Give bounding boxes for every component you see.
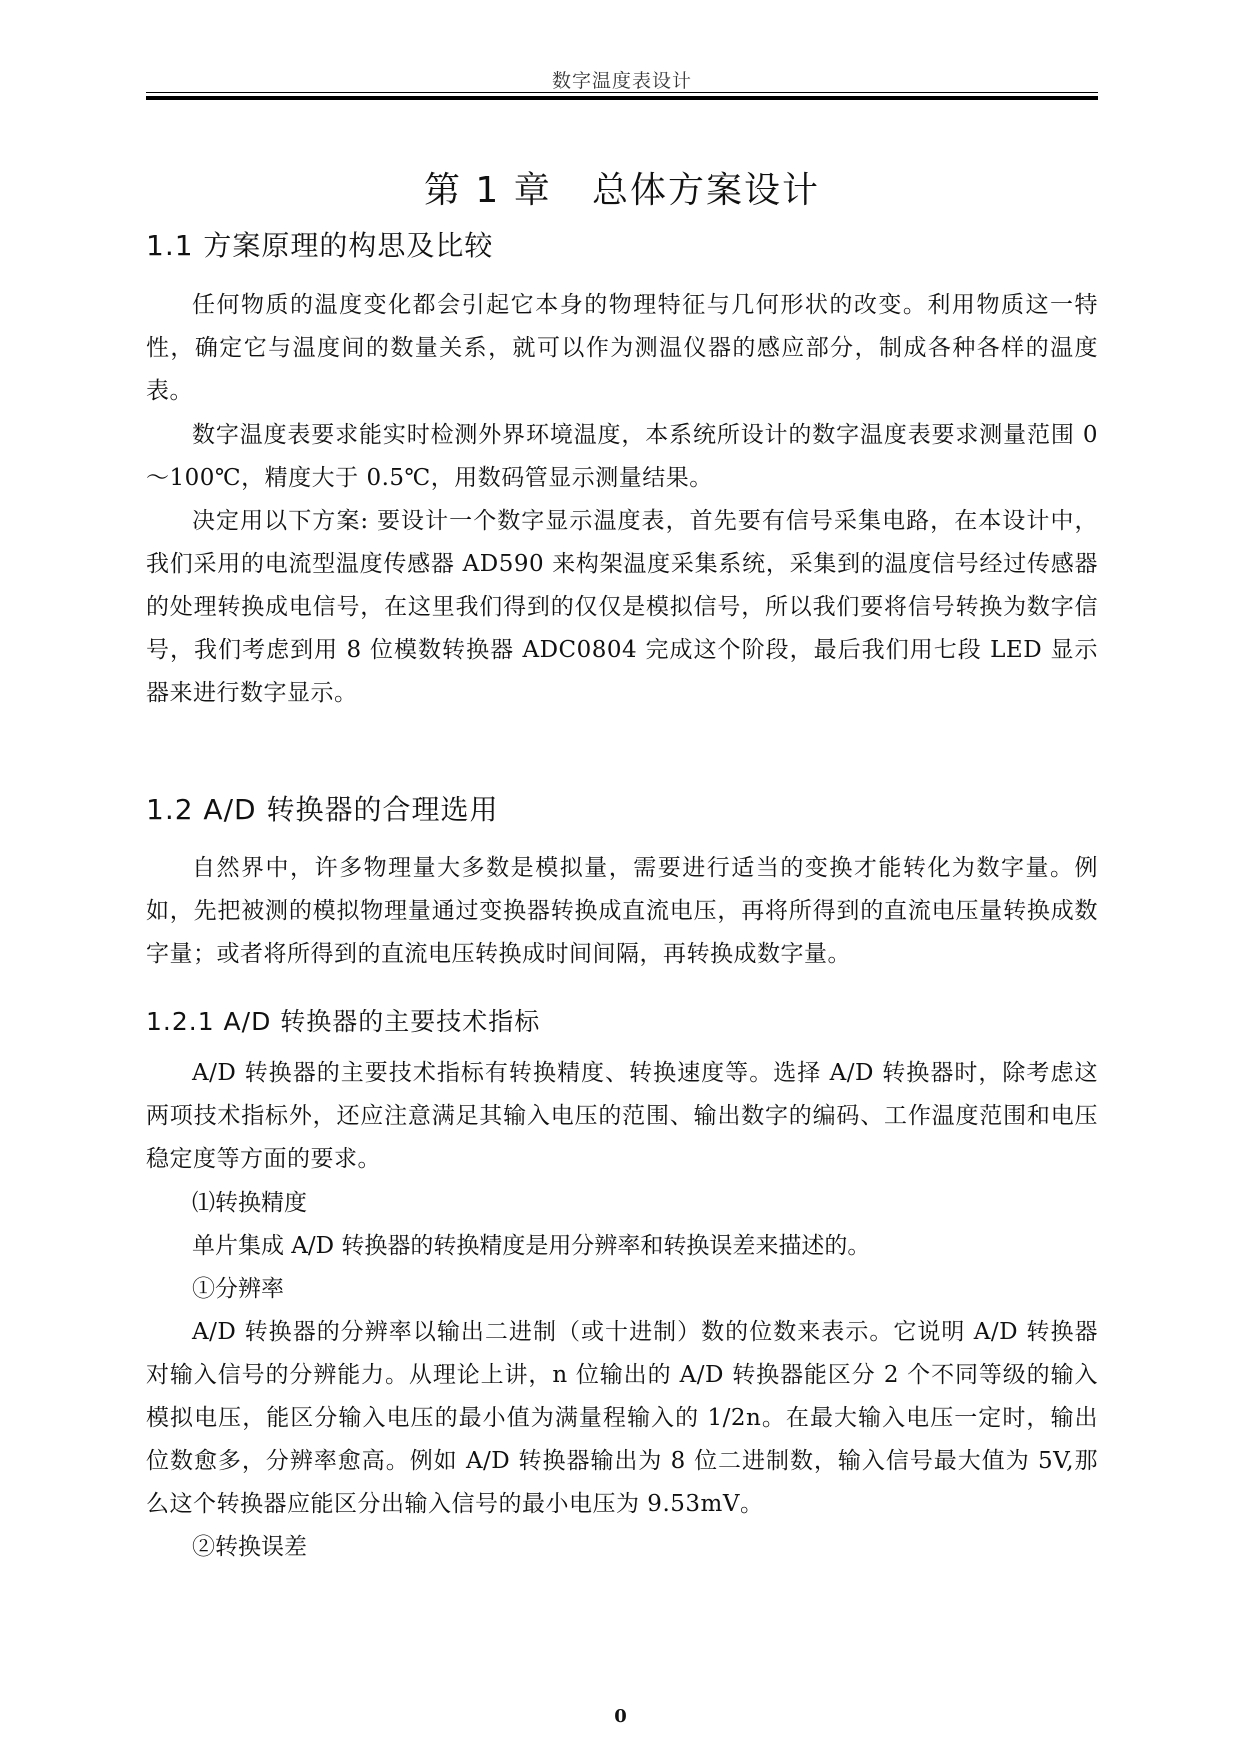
paragraph: 决定用以下方案: 要设计一个数字显示温度表，首先要有信号采集电路，在本设计中，我们采用的电流型温度传感器 AD590 来构架温度采集系统，采集到的温度信号经过传感器的处理转换成电信号，在这里我们得到的仅仅是模拟信号，所以我们要将信号转换为数字信号，我们考虑到用 8 位模数转换器 ADC0804 完成这个阶段，最后我们用七段 LED 显示器来进行数字显示。 (146, 508, 1098, 706)
page-number: 0 (614, 1706, 627, 1727)
running-header: 数字温度表设计 (551, 70, 692, 92)
chapter-title: 第 1 章 总体方案设计 (423, 170, 821, 211)
section-heading-1-2: 1.2 A/D 转换器的合理选用 (146, 793, 499, 826)
header-rule-thin (146, 92, 1098, 93)
list-item-heading: ⑴转换精度 (192, 1190, 307, 1216)
list-item-heading: ②转换误差 (192, 1534, 307, 1560)
paragraph: 数字温度表要求能实时检测外界环境温度，本系统所设计的数字温度表要求测量范围 0～100℃，精度大于 0.5℃，用数码管显示测量结果。 (146, 422, 1098, 491)
list-item-heading: ①分辨率 (192, 1276, 284, 1302)
header-rule-thick (146, 96, 1098, 100)
section-heading-1-1: 1.1 方案原理的构思及比较 (146, 229, 494, 262)
paragraph: 任何物质的温度变化都会引起它本身的物理特征与几何形状的改变。利用物质这一特性，确定它与温度间的数量关系，就可以作为测温仪器的感应部分，制成各种各样的温度表。 (146, 292, 1098, 404)
paragraph: A/D 转换器的主要技术指标有转换精度、转换速度等。选择 A/D 转换器时，除考虑这两项技术指标外，还应注意满足其输入电压的范围、输出数字的编码、工作温度范围和电压稳定度等方面的要求。 (146, 1060, 1098, 1172)
paragraph: 单片集成 A/D 转换器的转换精度是用分辨率和转换误差来描述的。 (192, 1233, 871, 1259)
subsection-heading-1-2-1: 1.2.1 A/D 转换器的主要技术指标 (146, 1007, 541, 1036)
paragraph: 自然界中，许多物理量大多数是模拟量，需要进行适当的变换才能转化为数字量。例如，先把被测的模拟物理量通过变换器转换成直流电压，再将所得到的直流电压量转换成数字量；或者将所得到的直流电压转换成时间间隔，再转换成数字量。 (146, 855, 1098, 967)
paragraph: A/D 转换器的分辨率以输出二进制（或十进制）数的位数来表示。它说明 A/D 转换器对输入信号的分辨能力。从理论上讲，n 位输出的 A/D 转换器能区分 2 个不同等级的输入模拟电压，能区分输入电压的最小值为满量程输入的 1/2n。在最大输入电压一定时，输出位数愈多，分辨率愈高。例如 A/D 转换器输出为 8 位二进制数，输入信号最大值为 5V,那么这个转换器应能区分出输入信号的最小电压为 9.53mV。 (146, 1319, 1098, 1517)
